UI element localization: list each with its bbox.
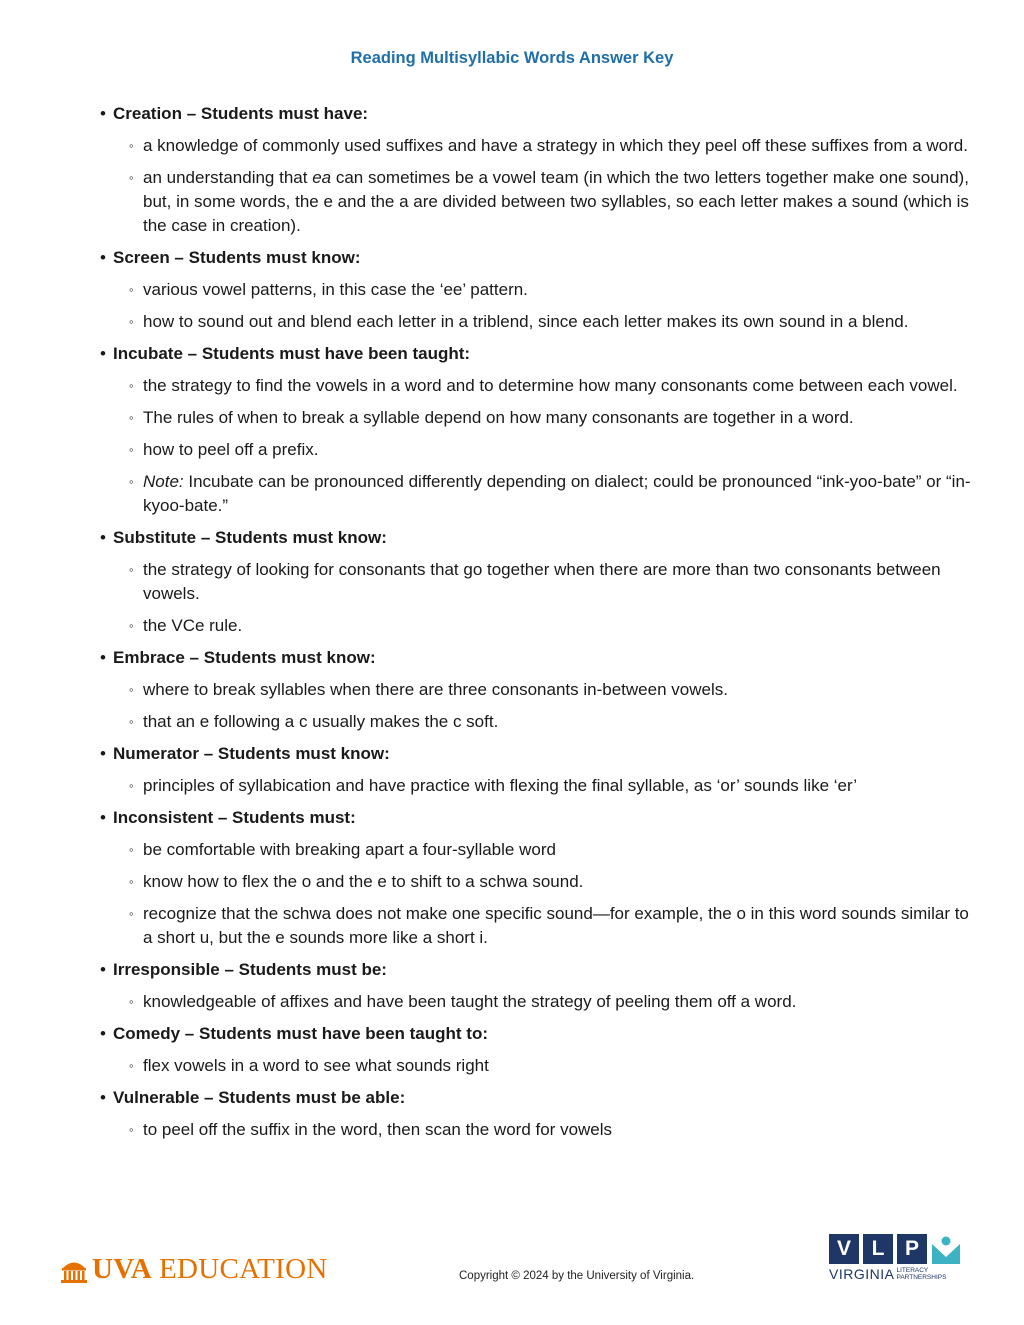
answer-key-list [100, 102, 980, 1150]
sub-list [100, 678, 980, 734]
item-heading [100, 1086, 980, 1110]
item-heading [100, 102, 980, 126]
requirement-label: Students must: [232, 808, 356, 827]
sub-list [100, 1054, 980, 1078]
hollow-bullet: ◦ [129, 906, 134, 921]
separator: – [198, 744, 218, 763]
hollow-bullet: ◦ [129, 994, 134, 1009]
separator: – [180, 1024, 199, 1043]
sub-item [100, 310, 980, 334]
sub-item [100, 990, 980, 1014]
rotunda-icon [60, 1256, 88, 1284]
vlp-letter-p: P [897, 1234, 927, 1264]
answer-item [100, 646, 980, 734]
vlp-subtitle [896, 1267, 946, 1281]
word-term: Incubate [113, 344, 183, 363]
sub-item [100, 374, 980, 398]
hollow-bullet: ◦ [129, 778, 134, 793]
hollow-bullet: ◦ [129, 442, 134, 457]
sub-text: where to break syllables when there are three consonants in-between vowels. [143, 680, 728, 699]
copyright-notice: Copyright © 2024 by the University of Virginia. [459, 1270, 695, 1282]
separator: – [219, 960, 239, 979]
sub-item [100, 134, 980, 158]
word-term: Substitute [113, 528, 197, 547]
sub-text: The rules of when to break a syllable depend on how many consonants are together in a word. [143, 408, 854, 427]
word-term: Irresponsible [113, 960, 220, 979]
item-heading [100, 958, 980, 982]
hollow-bullet: ◦ [129, 282, 134, 297]
word-term: Inconsistent [113, 808, 214, 827]
vlp-subtitle-1: LITERACY [896, 1267, 929, 1274]
page-title: Reading Multisyllabic Words Answer Key [350, 49, 674, 67]
sub-item [100, 774, 980, 798]
requirement-label: Students must be able: [218, 1088, 406, 1107]
word-term: Creation [113, 104, 182, 123]
sub-item [100, 470, 980, 518]
item-heading [100, 742, 980, 766]
answer-item [100, 1086, 980, 1142]
requirement-label: Students must have been taught: [201, 344, 471, 363]
hollow-bullet: ◦ [129, 314, 134, 329]
sub-list [100, 374, 980, 518]
sub-item [100, 902, 980, 950]
sub-list [100, 990, 980, 1014]
hollow-bullet: ◦ [129, 714, 134, 729]
answer-item [100, 342, 980, 518]
separator: – [181, 104, 201, 123]
answer-item [100, 806, 980, 950]
separator: – [196, 528, 216, 547]
sub-item [100, 1054, 980, 1078]
hollow-bullet: ◦ [129, 474, 134, 489]
sub-text: principles of syllabication and have practice with flexing the final syllable, as ‘or’ sounds like ‘er’ [143, 776, 858, 795]
item-heading [100, 806, 980, 830]
item-heading [100, 646, 980, 670]
hollow-bullet: ◦ [129, 874, 134, 889]
hollow-bullet: ◦ [129, 138, 134, 153]
requirement-label: Students must have been taught to: [198, 1024, 489, 1043]
sub-text: knowledgeable of affixes and have been taught the strategy of peeling them off a word. [143, 992, 797, 1011]
sub-list [100, 774, 980, 798]
item-heading [100, 526, 980, 550]
vlp-logo [829, 1234, 969, 1282]
uva-logo-rest: EDUCATION [159, 1253, 328, 1285]
word-term: Embrace [113, 648, 185, 667]
sub-list [100, 278, 980, 334]
sub-text: various vowel patterns, in this case the ‘ee’ pattern. [143, 280, 528, 299]
sub-text: know how to flex the o and the e to shift to a schwa sound. [143, 872, 584, 891]
answer-item [100, 742, 980, 798]
answer-item [100, 958, 980, 1014]
sub-text: Incubate can be pronounced differently depending on dialect; could be pronounced “ink-yoo-bate” or “in-kyoo-bate.” [143, 472, 971, 515]
hollow-bullet: ◦ [129, 842, 134, 857]
hollow-bullet: ◦ [129, 410, 134, 425]
sub-text: how to peel off a prefix. [143, 440, 319, 459]
sub-list [100, 558, 980, 638]
hollow-bullet: ◦ [129, 170, 134, 185]
requirement-label: Students must know: [188, 248, 361, 267]
sub-item [100, 406, 980, 430]
vlp-virginia: VIRGINIA [829, 1266, 895, 1282]
sub-italic: Note: [143, 472, 184, 491]
sub-item [100, 558, 980, 606]
uva-education-logo [60, 1253, 328, 1286]
sub-item [100, 838, 980, 862]
word-term: Screen [113, 248, 170, 267]
sub-item [100, 678, 980, 702]
sub-item [100, 278, 980, 302]
uva-logo-strong: UVA [92, 1253, 152, 1285]
sub-text: flex vowels in a word to see what sounds right [143, 1056, 489, 1075]
hollow-bullet: ◦ [129, 1122, 134, 1137]
item-heading [100, 246, 980, 270]
hollow-bullet: ◦ [129, 1058, 134, 1073]
answer-item [100, 246, 980, 334]
sub-list [100, 134, 980, 238]
sub-item [100, 166, 980, 238]
sub-text: recognize that the schwa does not make one specific sound—for example, the o in this word sounds similar to a short u, but the e sounds more like a short i. [143, 904, 969, 947]
separator: – [169, 248, 189, 267]
hollow-bullet: ◦ [129, 618, 134, 633]
word-term: Numerator [113, 744, 199, 763]
answer-item [100, 526, 980, 638]
answer-item [100, 1022, 980, 1078]
separator: – [213, 808, 233, 827]
vlp-letter-l: L [863, 1234, 893, 1264]
vlp-subtitle-2: PARTNERSHIPS [896, 1274, 947, 1281]
hollow-bullet: ◦ [129, 682, 134, 697]
item-heading [100, 342, 980, 366]
answer-item [100, 102, 980, 238]
sub-list [100, 1118, 980, 1142]
requirement-label: Students must be: [238, 960, 387, 979]
item-heading [100, 1022, 980, 1046]
sub-text: how to sound out and blend each letter in a triblend, since each letter makes its own sound in a blend. [143, 312, 909, 331]
word-term: Comedy [113, 1024, 181, 1043]
sub-item [100, 614, 980, 638]
sub-text: to peel off the suffix in the word, then scan the word for vowels [143, 1120, 613, 1139]
sub-text: an understanding that [143, 168, 313, 187]
sub-item [100, 1118, 980, 1142]
sub-text: the VCe rule. [143, 616, 243, 635]
separator: – [199, 1088, 219, 1107]
sub-item [100, 870, 980, 894]
sub-text: a knowledge of commonly used suffixes and have a strategy in which they peel off these suffixes from a word. [143, 136, 968, 155]
sub-text: the strategy to find the vowels in a word and to determine how many consonants come between each vowel. [143, 376, 958, 395]
sub-text: the strategy of looking for consonants that go together when there are more than two consonants between vowels. [143, 560, 941, 603]
sub-list [100, 838, 980, 950]
requirement-label: Students must know: [217, 744, 390, 763]
separator: – [182, 344, 202, 363]
separator: – [184, 648, 204, 667]
sub-item [100, 710, 980, 734]
sub-text: that an e following a c usually makes the c soft. [143, 712, 499, 731]
requirement-label: Students must know: [215, 528, 387, 547]
sub-item [100, 438, 980, 462]
hollow-bullet: ◦ [129, 378, 134, 393]
sub-text: can sometimes be a vowel team (in which the two letters together make one sound), but, in some words, the e and the a are divided between two syllables, so each letter makes a sound (which is the case in creation). [143, 168, 969, 235]
requirement-label: Students must have: [200, 104, 369, 123]
reader-figure-icon [931, 1234, 961, 1264]
requirement-label: Students must know: [203, 648, 376, 667]
sub-text: be comfortable with breaking apart a four-syllable word [143, 840, 556, 859]
hollow-bullet: ◦ [129, 562, 134, 577]
sub-italic: ea [312, 168, 332, 187]
vlp-letter-v: V [829, 1234, 859, 1264]
word-term: Vulnerable [113, 1088, 200, 1107]
